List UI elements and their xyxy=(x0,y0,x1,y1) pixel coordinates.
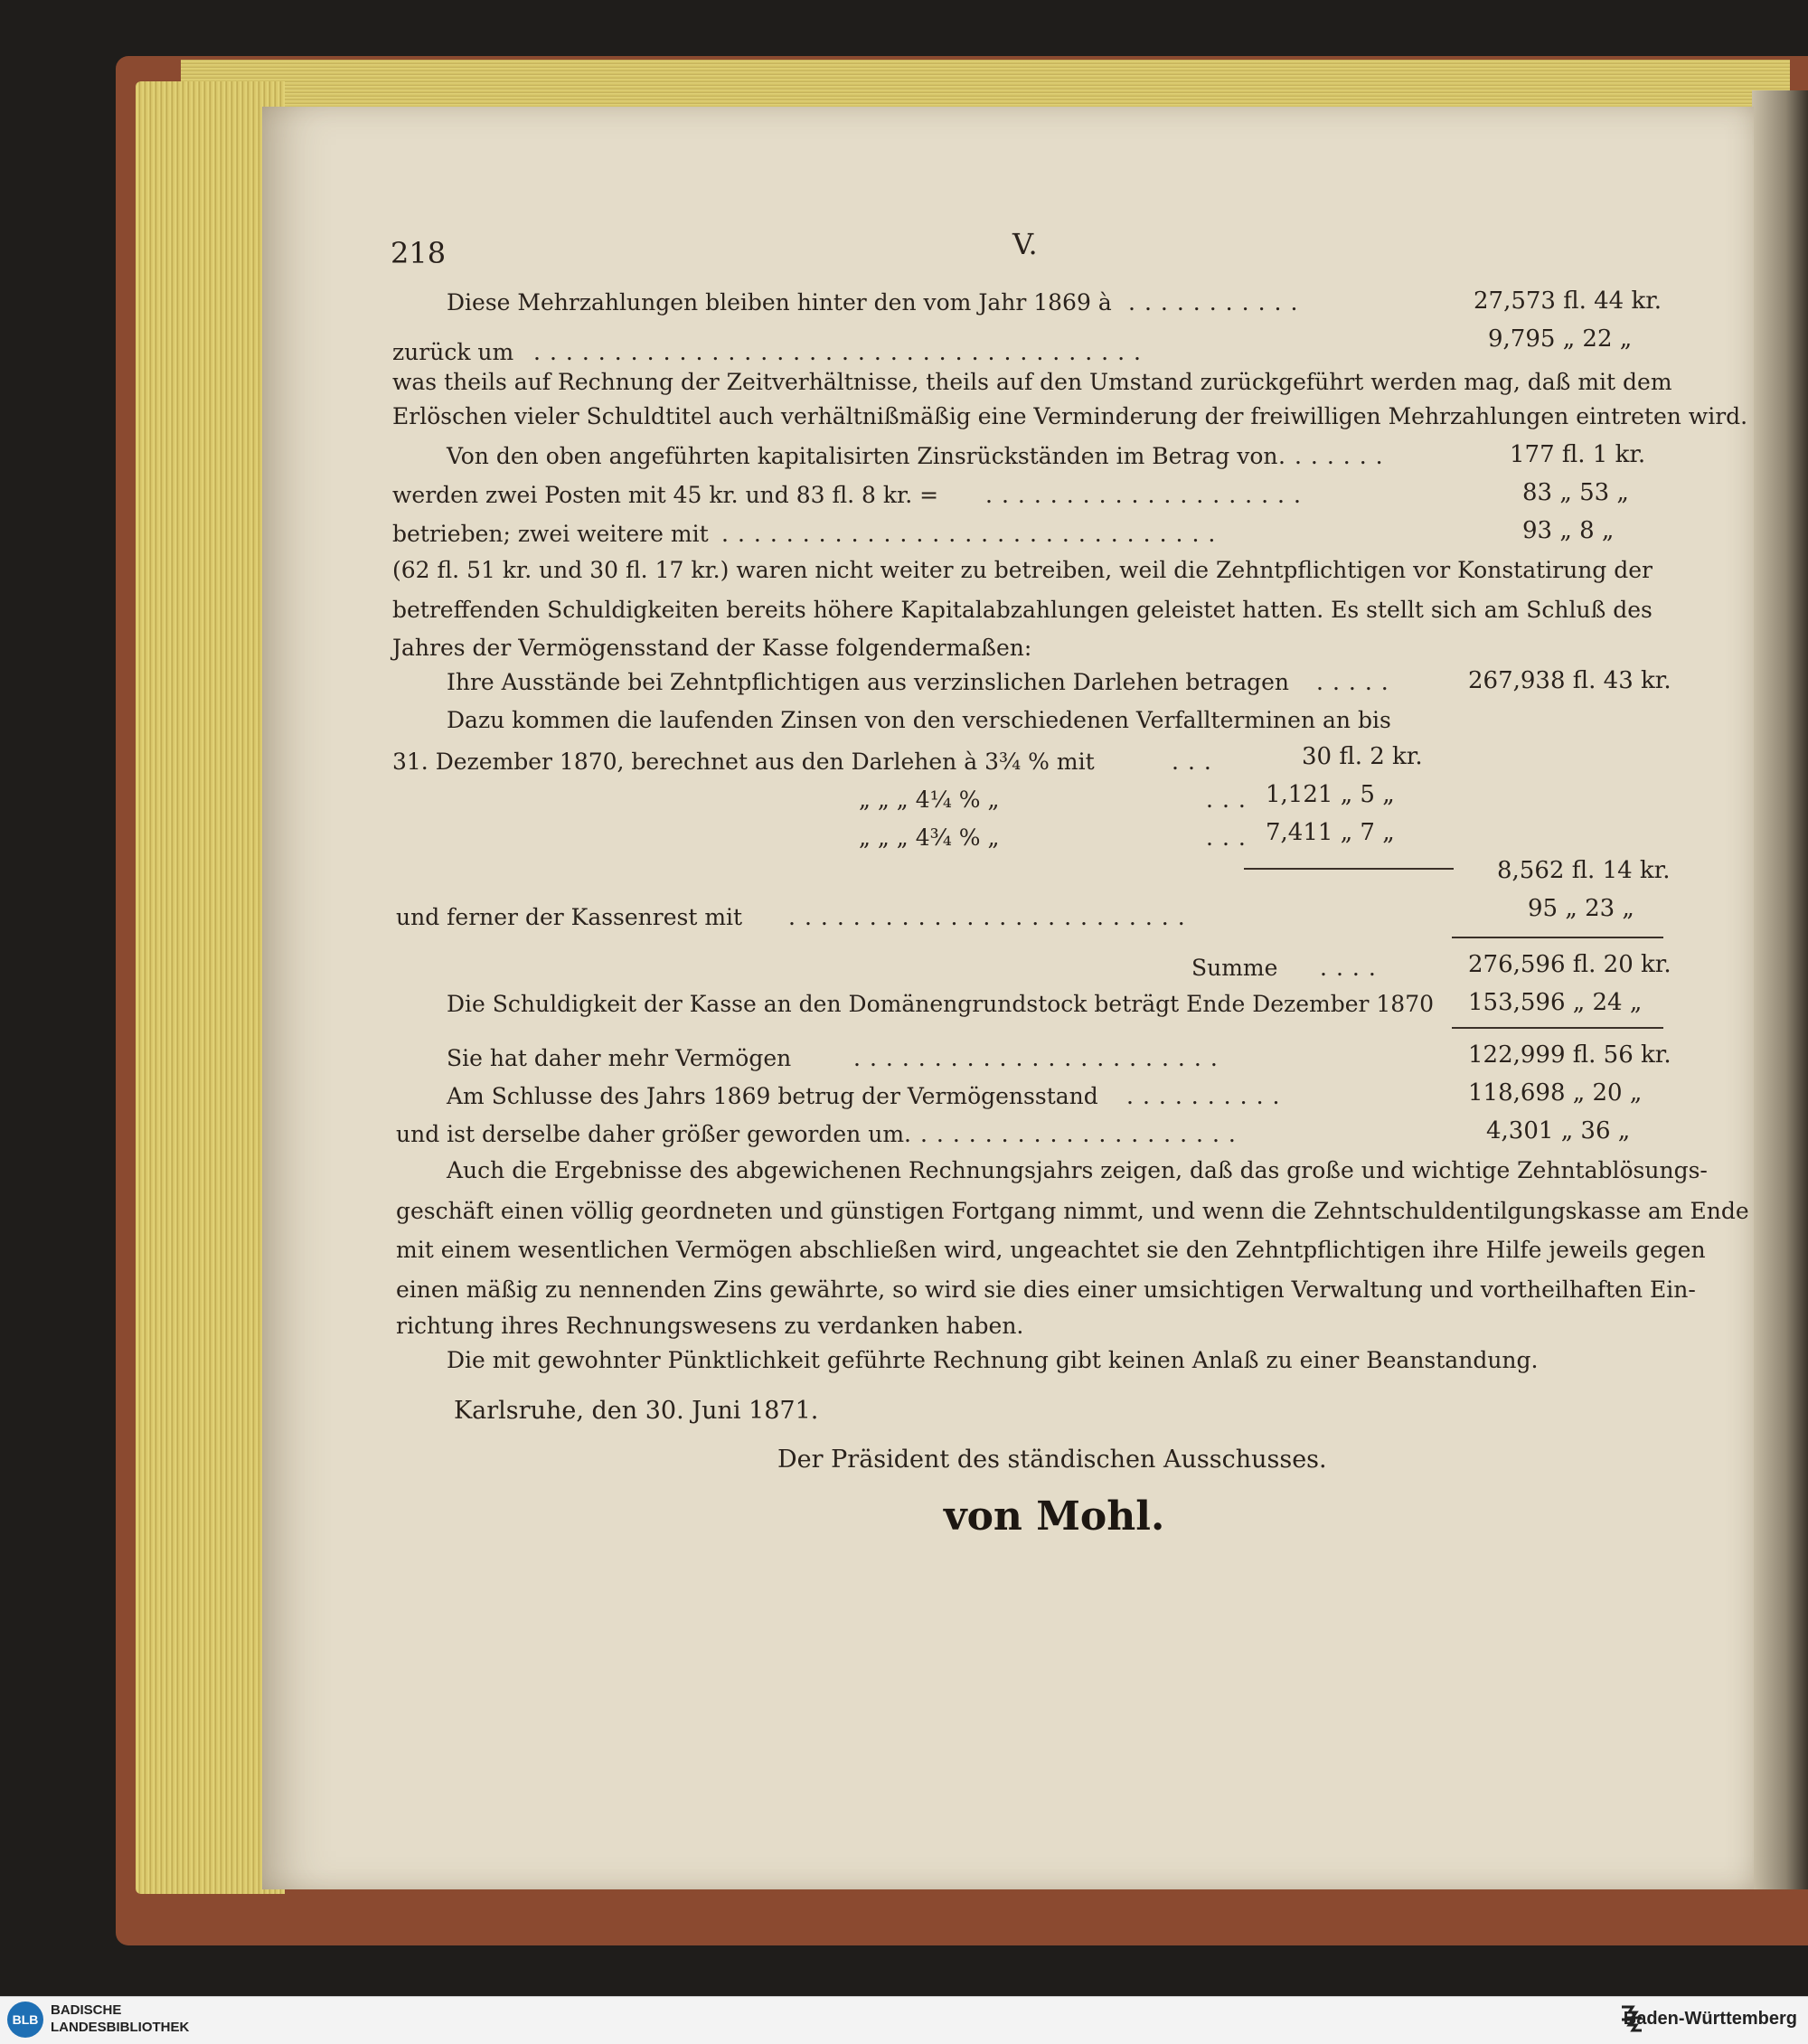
amount: 118,698 „ 20 „ xyxy=(1468,1079,1643,1107)
amount: 267,938 fl. 43 kr. xyxy=(1468,667,1671,694)
footer-bar xyxy=(0,1996,1808,2044)
sum-rule xyxy=(1244,868,1454,870)
leader-dots: ... xyxy=(1206,787,1255,813)
text-line: Sie hat daher mehr Vermögen xyxy=(447,1045,792,1071)
text-line: betreffenden Schuldigkeiten bereits höhere Kapitalabzahlungen geleistet hatten. Es stellt sich am Schluß des xyxy=(392,597,1653,623)
text-line: Summe xyxy=(1191,955,1278,981)
leader-dots: ............................... xyxy=(721,521,1225,547)
leader-dots: ..... xyxy=(1316,669,1398,695)
sum-rule xyxy=(1452,1027,1663,1029)
amount: 122,999 fl. 56 kr. xyxy=(1468,1041,1671,1069)
text-line: „ „ „ 4¼ % „ xyxy=(859,787,1000,813)
text-line: und ferner der Kassenrest mit xyxy=(396,904,743,930)
facing-page-edge xyxy=(1752,90,1808,1889)
leader-dots: ....... xyxy=(1278,443,1392,469)
sub-amount: 1,121 „ 5 „ xyxy=(1266,781,1395,808)
text-line: (62 fl. 51 kr. und 30 fl. 17 kr.) waren nicht weiter zu betreiben, weil die Zehntpflichtigen vor Konstatirung der xyxy=(392,557,1653,583)
amount: 276,596 fl. 20 kr. xyxy=(1468,951,1671,978)
text-line: geschäft einen völlig geordneten und günstigen Fortgang nimmt, und wenn die Zehntschuldentilgungskasse am Ende xyxy=(396,1198,1749,1224)
sum-rule xyxy=(1452,937,1663,938)
text-line: Dazu kommen die laufenden Zinsen von den verschiedenen Verfallterminen an bis xyxy=(447,707,1391,733)
amount: 153,596 „ 24 „ xyxy=(1468,989,1643,1016)
amount: 93 „ 8 „ xyxy=(1522,517,1615,544)
text-line: Die Schuldigkeit der Kasse an den Domänengrundstock beträgt Ende Dezember 1870 xyxy=(447,991,1435,1017)
text-line: richtung ihres Rechnungswesens zu verdanken haben. xyxy=(396,1313,1024,1339)
amount: 177 fl. 1 kr. xyxy=(1510,441,1646,468)
text-line: „ „ „ 4¾ % „ xyxy=(859,824,1000,851)
sub-amount: 30 fl. 2 kr. xyxy=(1302,743,1423,770)
place-date: Karlsruhe, den 30. Juni 1871. xyxy=(454,1397,819,1425)
page-edges-top xyxy=(181,60,1790,114)
state-label[interactable]: Baden-Württemberg xyxy=(1623,2009,1797,2029)
leader-dots: ........... xyxy=(1128,289,1307,316)
sub-amount: 7,411 „ 7 „ xyxy=(1266,819,1395,846)
amount: 83 „ 53 „ xyxy=(1522,479,1629,506)
text-line: einen mäßig zu nennenden Zins gewährte, so wird sie dies einer umsichtigen Verwaltung und vortheilhaften Ein- xyxy=(396,1276,1696,1303)
leader-dots: ... xyxy=(1206,824,1255,851)
amount: 95 „ 23 „ xyxy=(1528,895,1634,922)
text-line: Diese Mehrzahlungen bleiben hinter den vom Jahr 1869 à xyxy=(447,289,1112,316)
text-line: werden zwei Posten mit 45 kr. und 83 fl. 8 kr. = xyxy=(392,482,939,508)
text-line: 31. Dezember 1870, berechnet aus den Darlehen à 3¾ % mit xyxy=(392,749,1095,775)
text-line: und ist derselbe daher größer geworden um xyxy=(396,1121,905,1147)
library-name[interactable] xyxy=(51,2002,189,2036)
leader-dots: ... xyxy=(1172,749,1220,775)
text-line: Von den oben angeführten kapitalisirten Zinsrückständen im Betrag von xyxy=(447,443,1278,469)
text-line: betrieben; zwei weitere mit xyxy=(392,521,709,547)
text-line: Ihre Ausstände bei Zehntpflichtigen aus verzinslichen Darlehen betragen xyxy=(447,669,1290,695)
text-line: was theils auf Rechnung der Zeitverhältnisse, theils auf den Umstand zurückgeführt werden mag, daß mit dem xyxy=(392,369,1672,395)
library-name-line2: LANDESBIBLIOTHEK xyxy=(51,2020,190,2035)
text-line: zurück um xyxy=(392,339,514,365)
leader-dots: ..................... xyxy=(904,1121,1245,1147)
text-line: Jahres der Vermögensstand der Kasse folgendermaßen: xyxy=(392,635,1032,661)
signature: von Mohl. xyxy=(944,1493,1165,1540)
amount: 9,795 „ 22 „ xyxy=(1488,325,1633,353)
amount: 8,562 fl. 14 kr. xyxy=(1497,857,1671,884)
text-line: mit einem wesentlichen Vermögen abschließen wird, ungeachtet sie den Zehntpflichtigen ihre Hilfe jeweils gegen xyxy=(396,1237,1706,1263)
amount: 4,301 „ 36 „ xyxy=(1486,1117,1631,1144)
amount: 27,573 fl. 44 kr. xyxy=(1474,287,1662,315)
signatory-title: Der Präsident des ständischen Ausschusses. xyxy=(777,1446,1327,1474)
leader-dots: .... xyxy=(1320,955,1385,981)
text-line: Auch die Ergebnisse des abgewichenen Rechnungsjahrs zeigen, daß das große und wichtige Zehntablösungs- xyxy=(447,1157,1708,1183)
page-number: 218 xyxy=(391,236,447,270)
leader-dots: ...................................... xyxy=(533,339,1150,365)
leader-dots: ......................... xyxy=(788,904,1194,930)
leader-dots: .................... xyxy=(985,482,1310,508)
leader-dots: .......... xyxy=(1126,1083,1289,1109)
leader-dots: ....................... xyxy=(853,1045,1227,1071)
library-name-line1: BADISCHE xyxy=(51,2002,122,2018)
text-line: Erlöschen vieler Schuldtitel auch verhältnißmäßig eine Verminderung der freiwilligen Mehrzahlungen eintreten wird. xyxy=(392,403,1748,429)
text-line: Die mit gewohnter Pünktlichkeit geführte Rechnung gibt keinen Anlaß zu einer Beanstandung. xyxy=(447,1347,1539,1373)
section-heading: V. xyxy=(1012,227,1038,261)
blb-logo[interactable]: BLB xyxy=(7,2002,43,2038)
text-line: Am Schlusse des Jahrs 1869 betrug der Vermögensstand xyxy=(447,1083,1098,1109)
